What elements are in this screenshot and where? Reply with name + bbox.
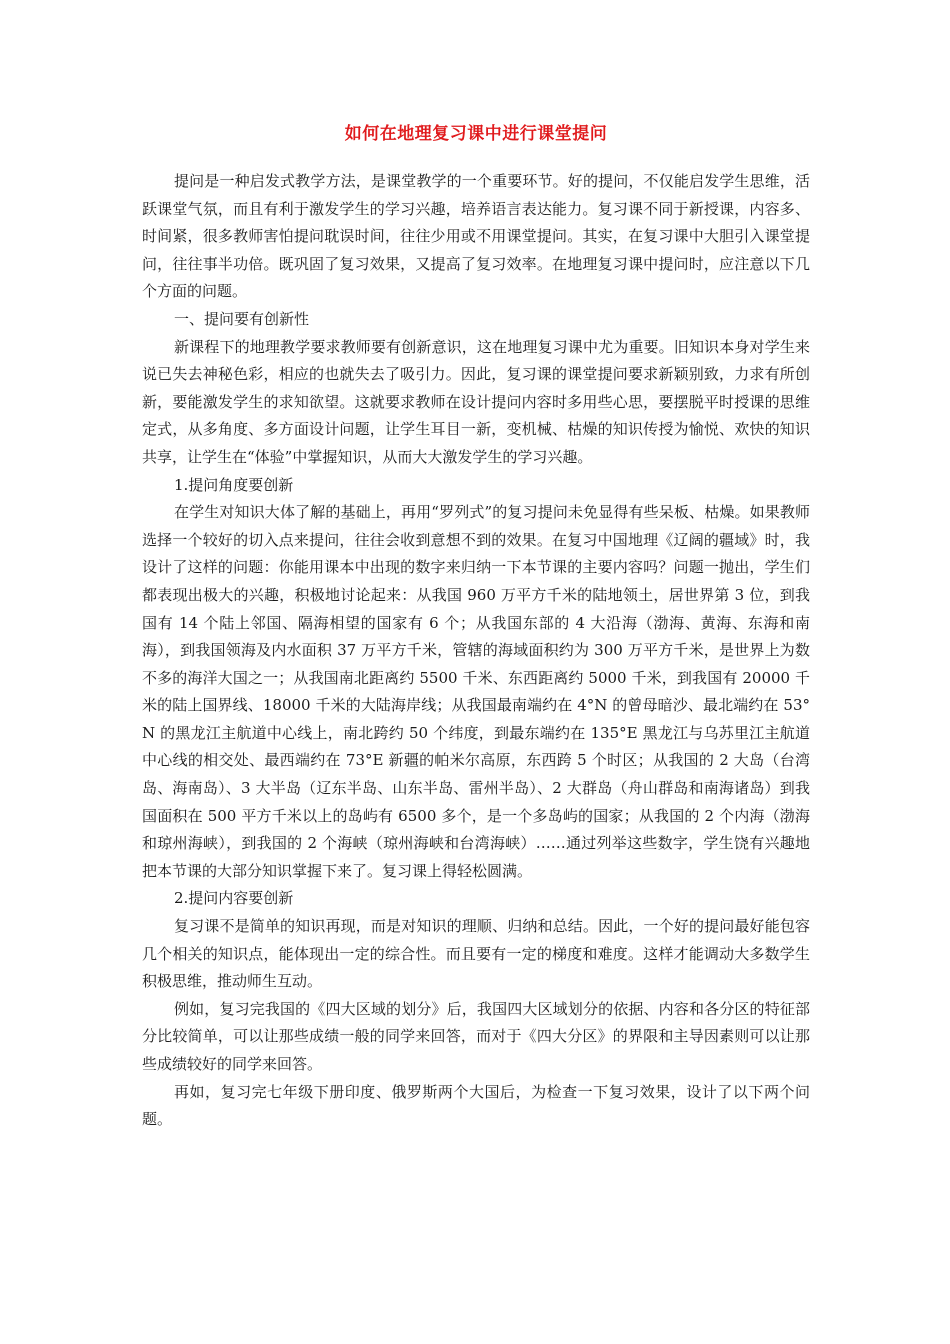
document-page — [142, 120, 810, 1134]
document-title: 如何在地理复习课中进行课堂提问 — [344, 124, 608, 144]
subsection-paragraph-2: 复习课不是简单的知识再现，而是对知识的理顺、归纳和总结。因此，一个好的提问最好能包容几个相关的知识点，能体现出一定的综合性。而且要有一定的梯度和难度。这样才能调动大多数学生积极思维，推动师生互动。 — [142, 917, 810, 991]
intro-paragraph: 提问是一种启发式教学方法，是课堂教学的一个重要环节。好的提问，不仅能启发学生思维，活跃课堂气氛，而且有利于激发学生的学习兴趣，培养语言表达能力。复习课不同于新授课，内容多、时间紧，很多教师害怕提问耽误时间，往往少用或不用课堂提问。其实，在复习课中大胆引入课堂提问，往往事半功倍。既巩固了复习效果，又提高了复习效率。在地理复习课中提问时，应注意以下几个方面的问题。 — [142, 172, 810, 301]
example-paragraph-1: 例如，复习完我国的《四大区域的划分》后，我国四大区域划分的依据、内容和各分区的特征部分比较简单，可以让那些成绩一般的同学来回答，而对于《四大分区》的界限和主导因素则可以让那些成绩较好的同学来回答。 — [142, 999, 810, 1073]
example-paragraph-2: 再如，复习完七年级下册印度、俄罗斯两个大国后，为检查一下复习效果，设计了以下两个问题。 — [142, 1082, 810, 1129]
subsection-paragraph-1: 在学生对知识大体了解的基础上，再用“罗列式”的复习提问未免显得有些呆板、枯燥。如果教师选择一个较好的切入点来提问，往往会收到意想不到的效果。在复习中国地理《辽阔的疆域》时，我设计了这样的问题：你能用课本中出现的数字来归纳一下本节课的主要内容吗？问题一抛出，学生们都表现出极大的兴趣，积极地讨论起来：从我国 960 万平方千米的陆地领土，居世界第 3 位，到我国有 14 个陆上邻国、隔海相望的国家有 6 个；从我国东部的 4 大沿海（渤海、黄海、东海和南海），到我国领海及内水面积 37 万平方千米，管辖的海域面积约为 300 万平方千米，是世界上为数不多的海洋大国之一；从我国南北距离约 5500 千米、东西距离约 5000 千米，到我国有 20000 千米的陆上国界线、18000 千米的大陆海岸线；从我国最南端约在 4°N 的曾母暗沙、最北端约在 53°N 的黑龙江主航道中心线上，南北跨约 50 个纬度，到最东端约在 135°E 黑龙江与乌苏里江主航道中心线的相交处、最西端约在 73°E 新疆的帕米尔高原，东西跨 5 个时区；从我国的 2 大岛（台湾岛、海南岛）、3 大半岛（辽东半岛、山东半岛、雷州半岛）、2 大群岛（舟山群岛和南海诸岛）到我国面积在 500 平方千米以上的岛屿有 6500 多个，是一个多岛屿的国家；从我国的 2 个内海（渤海和琼州海峡），到我国的 2 个海峡（琼州海峡和台湾海峡）……通过列举这些数字，学生饶有兴趣地把本节课的大部分知识掌握下来了。复习课上得轻松圆满。 — [142, 503, 810, 880]
subsection-heading-1: 1.提问角度要创新 — [174, 475, 294, 494]
section-paragraph-1: 新课程下的地理教学要求教师要有创新意识，这在地理复习课中尤为重要。旧知识本身对学生来说已失去神秘色彩，相应的也就失去了吸引力。因此，复习课的课堂提问要求新颖别致，力求有所创新，要能激发学生的求知欲望。这就要求教师在设计提问内容时多用些心思，要摆脱平时授课的思维定式，从多角度、多方面设计问题，让学生耳目一新，变机械、枯燥的知识传授为愉悦、欢快的知识共享，让学生在“体验”中掌握知识，从而大大激发学生的学习兴趣。 — [142, 337, 810, 466]
subsection-heading-2: 2.提问内容要创新 — [174, 889, 294, 908]
section-heading-1: 一、提问要有创新性 — [174, 309, 310, 328]
